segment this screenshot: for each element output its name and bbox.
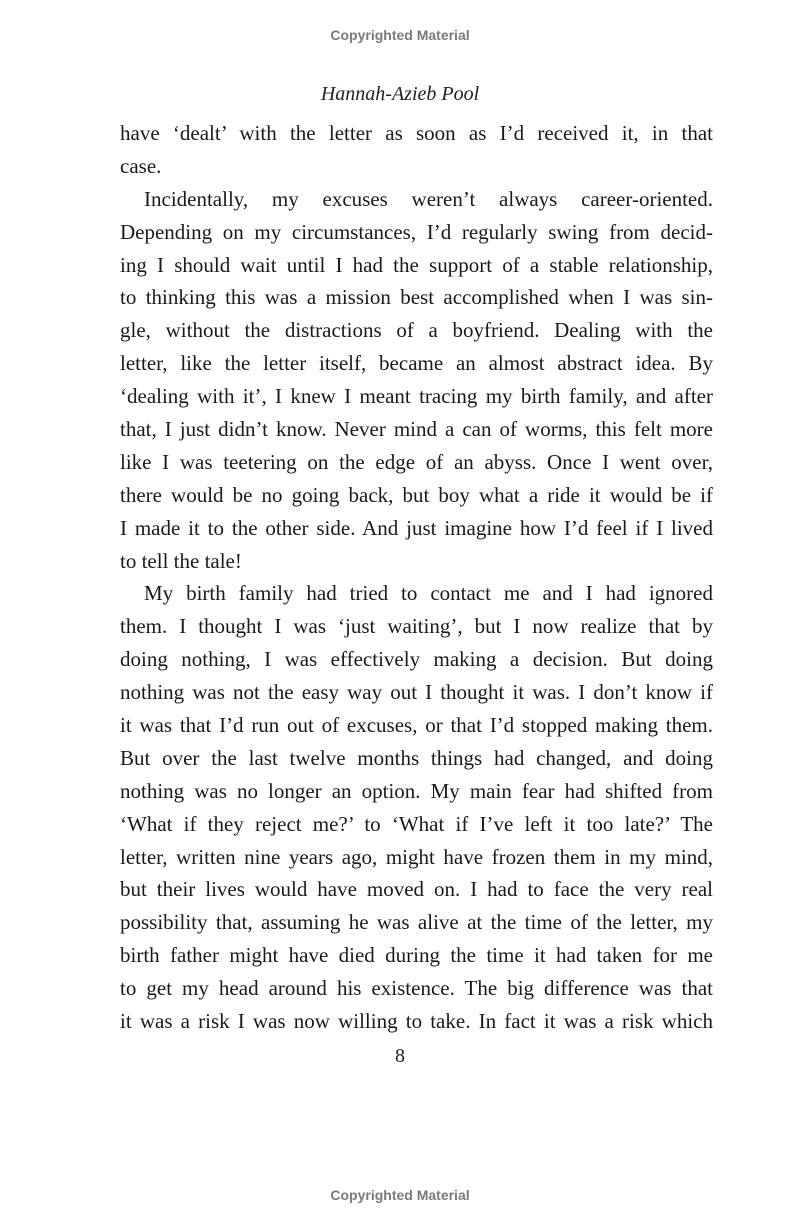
running-head-author: Hannah-Azieb Pool	[320, 83, 480, 105]
text-line: I made it to the other side. And just imagine how I’d feel if I lived	[120, 515, 713, 540]
text-line: but their lives would have moved on. I had to face the very real	[120, 877, 713, 902]
text-line: nothing was no longer an option. My main fear had shifted from	[120, 778, 713, 803]
text-line: letter, like the letter itself, became an almost abstract idea. By	[120, 351, 713, 376]
copyright-watermark-top: Copyrighted Material	[330, 27, 470, 43]
body-text	[120, 117, 713, 1038]
text-line: ing I should wait until I had the support of a stable relationship,	[120, 252, 713, 277]
text-line: that, I just didn’t know. Never mind a can of worms, this felt more	[120, 417, 713, 442]
text-line: there would be no going back, but boy what a ride it would be if	[120, 482, 713, 507]
text-line: possibility that, assuming he was alive at the time of the letter, my	[120, 910, 713, 935]
text-line: doing nothing, I was effectively making a decision. But doing	[120, 647, 713, 672]
text-line: nothing was not the easy way out I thought it was. I don’t know if	[120, 680, 713, 705]
copyright-watermark-bottom: Copyrighted Material	[330, 1187, 470, 1203]
text-line: like I was teetering on the edge of an abyss. Once I went over,	[120, 449, 713, 474]
text-line: Incidentally, my excuses weren’t always career-oriented.	[144, 186, 713, 211]
text-line: But over the last twelve months things had changed, and doing	[120, 745, 713, 770]
text-line: it was a risk I was now willing to take. In fact it was a risk which	[120, 1009, 713, 1034]
text-line: it was that I’d run out of excuses, or that I’d stopped making them.	[120, 713, 713, 738]
text-line: letter, written nine years ago, might have frozen them in my mind,	[120, 844, 713, 869]
text-line: My birth family had tried to contact me and I had ignored	[144, 581, 713, 606]
text-line: Depending on my circumstances, I’d regularly swing from decid-	[120, 219, 713, 244]
text-line: to tell the tale!	[120, 548, 242, 573]
text-line: have ‘dealt’ with the letter as soon as I’d received it, in that	[120, 121, 713, 145]
text-line: them. I thought I was ‘just waiting’, but I now realize that by	[120, 614, 713, 639]
page-number: 8	[395, 1045, 405, 1067]
text-line: ‘What if they reject me?’ to ‘What if I’ve left it too late?’ The	[120, 811, 713, 836]
text-line: birth father might have died during the time it had taken for me	[120, 943, 713, 968]
text-line: to get my head around his existence. The big difference was that	[120, 976, 713, 1001]
text-line: to thinking this was a mission best accomplished when I was sin-	[120, 285, 713, 310]
text-line: ‘dealing with it’, I knew I meant tracing my birth family, and after	[120, 384, 713, 409]
text-line: gle, without the distractions of a boyfriend. Dealing with the	[120, 318, 713, 343]
text-line: case.	[120, 153, 162, 178]
